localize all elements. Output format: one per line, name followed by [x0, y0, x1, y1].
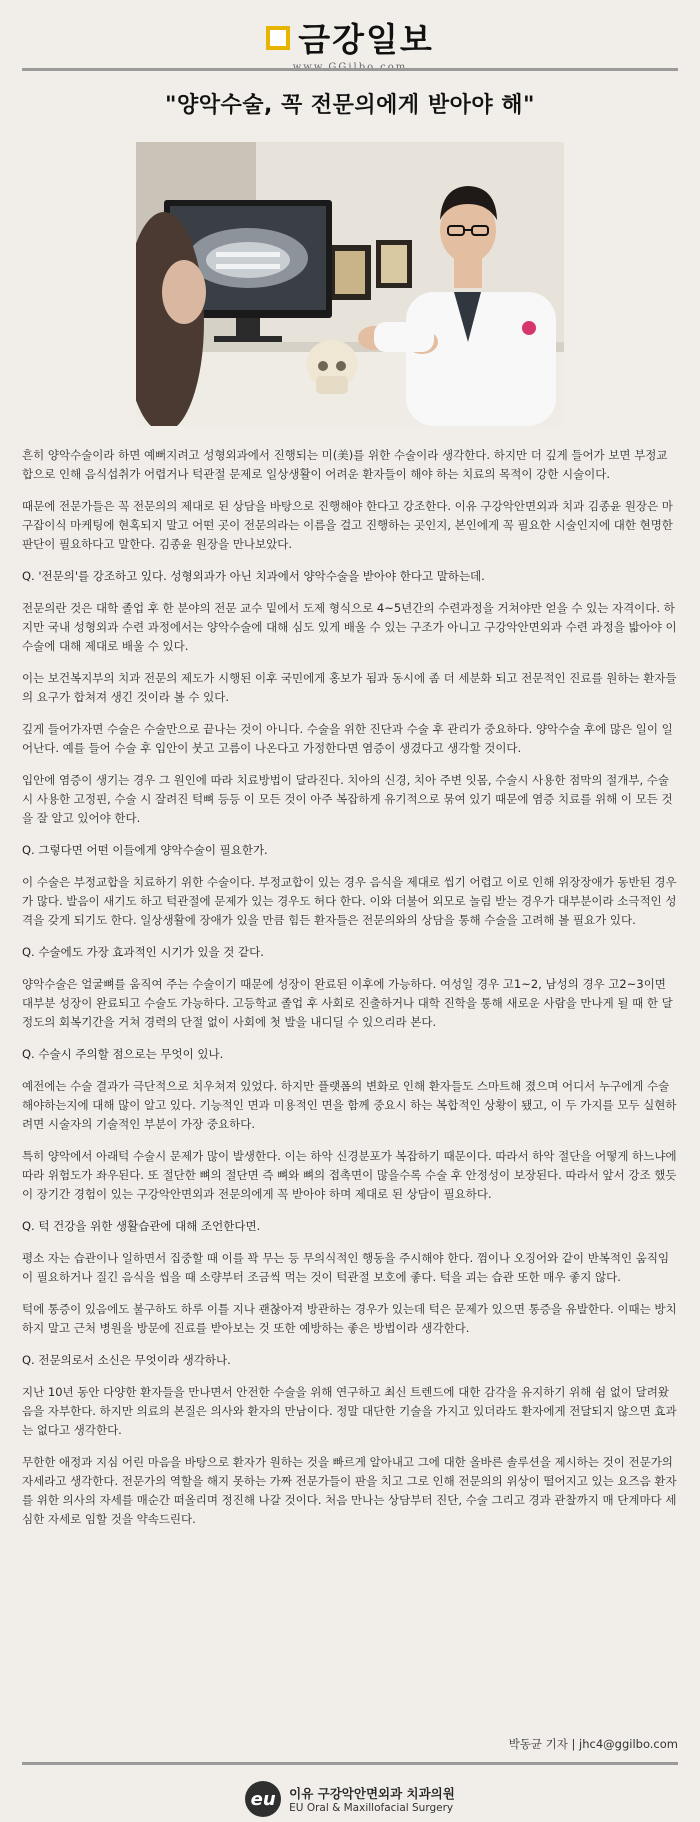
clinic-name-block — [289, 1784, 455, 1814]
bottom-divider — [22, 1762, 678, 1765]
doctor-photo-illustration — [136, 142, 564, 426]
logo-text: 금강일보 — [298, 20, 434, 59]
interview-question: Q. 수술시 주의할 점으로는 무엇이 있나. — [22, 1047, 224, 1061]
interview-question: Q. 수술에도 가장 효과적인 시기가 있을 것 같다. — [22, 945, 264, 959]
interview-question: Q. '전문의'를 강조하고 있다. 성형외과가 아닌 치과에서 양악수술을 받아야 한다고 말하는데. — [22, 569, 485, 583]
interview-question: Q. 전문의로서 소신은 무엇이라 생각하나. — [22, 1353, 231, 1367]
paragraph: 예전에는 수술 결과가 극단적으로 치우쳐져 있었다. 하지만 플랫폼의 변화로 인해 환자들도 스마트해 졌으며 어디서 누구에게 수술해야하는지에 대해 많이 알고 있다. 기능적인 면과 미용적인 면을 함께 중요시 하는 복합적인 상황이 됐고, 이 두 가지를 모두 실현하려면 시술자의 기술적인 부분이 가장 중요하다. — [22, 1079, 677, 1131]
paragraph: 깊게 들어가자면 수술은 수술만으로 끝나는 것이 아니다. 수술을 위한 진단과 수술 후 관리가 중요하다. 양악수술 후에 많은 일이 일어난다. 예를 들어 수술 후 입안이 붓고 고름이 나온다고 가정한다면 염증이 생겼다고 생각할 것이다. — [22, 722, 673, 755]
clinic-name: 이유 구강악안면외과 치과의원 — [289, 1786, 455, 1801]
clinic-footer — [0, 1781, 700, 1817]
paragraph: 때문에 전문가들은 꼭 전문의의 제대로 된 상담을 바탕으로 진행해야 한다고 강조한다. 이유 구강악안면외과 치과 김종윤 원장은 마구잡이식 마케팅에 현혹되지 말고 어떤 곳이 전문의라는 이름을 걸고 진행하는 곳인지, 본인에게 꼭 필요한 시술인지에 대한 현명한 판단이 필요하다고 말한다. 김종윤 원장을 만나보았다. — [22, 499, 673, 551]
article-body — [22, 446, 678, 1542]
logo-square-icon — [266, 26, 290, 50]
paragraph: 양악수술은 얼굴뼈를 움직여 주는 수술이기 때문에 성장이 완료된 이후에 가능하다. 여성일 경우 고1~2, 남성의 경우 고2~3이면 대부분 성장이 완료되고 수술도 가능하다. 고등학교 졸업 후 사회로 진출하거나 대학 진학을 통해 새로운 사람을 만나게 될 때 한 달 정도의 회복기간을 거쳐 경력의 단절 없이 사회에 첫 발을 내디딜 수 있으리라 본다. — [22, 977, 673, 1029]
paragraph: 이는 보건복지부의 치과 전문의 제도가 시행된 이후 국민에게 홍보가 됨과 동시에 좀 더 세분화 되고 전문적인 진료를 원하는 환자들의 요구가 합쳐져 생긴 것이라 볼 수 있다. — [22, 671, 677, 704]
paragraph: 흔히 양악수술이라 하면 예뻐지려고 성형외과에서 진행되는 미(美)를 위한 수술이라 생각한다. 하지만 더 깊게 들어가 보면 부정교합으로 인해 음식섭취가 어렵거나 턱관절 문제로 일상생활이 어려운 환자들이 해야 하는 치료의 목적이 강한 시술이다. — [22, 448, 668, 481]
interview-question: Q. 턱 건강을 위한 생활습관에 대해 조언한다면. — [22, 1219, 261, 1233]
paragraph: 지난 10년 동안 다양한 환자들을 만나면서 안전한 수술을 위해 연구하고 최신 트렌드에 대한 감각을 유지하기 위해 쉼 없이 달려왔음을 자부한다. 하지만 의료의 본질은 의사와 환자의 만남이다. 정말 대단한 기술을 가지고 있더라도 환자에게 전달되지 않으면 효과는 없다고 생각한다. — [22, 1385, 677, 1437]
clinic-name-english: EU Oral & Maxillofacial Surgery — [289, 1802, 454, 1814]
article-photo — [136, 142, 564, 426]
paragraph: 턱에 통증이 있음에도 불구하도 하루 이틀 지나 괜찮아져 방관하는 경우가 있는데 턱은 문제가 있으면 통증을 유발한다. 이때는 방치하지 말고 근처 병원을 방문에 진료를 받아보는 것 또한 예방하는 좋은 방법이라 생각한다. — [22, 1302, 677, 1335]
paragraph: 무한한 애정과 지심 어린 마음을 바탕으로 환자가 원하는 것을 빠르게 알아내고 그에 대한 올바른 솔루션을 제시하는 것이 전문가의 자세라고 생각한다. 전문가의 역할을 해지 못하는 가짜 전문가들이 판을 치고 그로 인해 전문의의 위상이 떨어지고 있는 요즈음 환자를 위한 의사의 자세를 매순간 떠올리며 정진해 나갈 것이다. 처음 만나는 상담부터 진단, 수술 그리고 경과 관찰까지 매 단계마다 세심한 자세로 임할 것을 약속드린다. — [22, 1455, 677, 1526]
paragraph: 전문의란 것은 대학 졸업 후 한 분야의 전문 교수 밑에서 도제 형식으로 4~5년간의 수련과정을 거쳐야만 얻을 수 있는 자격이다. 하지만 국내 성형외과 수련 과정에서는 양악수술에 대해 심도 있게 배울 수 있는 구조가 아니고 구강악안면외과 수련 과정을 밟아야 이 수술에 대해 제대로 배울 수 있다. — [22, 601, 677, 653]
paragraph: 입안에 염증이 생기는 경우 그 원인에 따라 치료방법이 달라진다. 치아의 신경, 치아 주변 잇몸, 수술시 사용한 점막의 절개부, 수술시 사용한 고정핀, 수술 시 잘려진 턱뼈 등등 이 모든 것이 아주 복잡하게 유기적으로 묶여 있기 때문에 염증 치료를 위해 이 모든 것을 잘 알고 있어야 한다. — [22, 773, 673, 825]
top-divider — [22, 68, 678, 71]
newspaper-logo — [266, 14, 434, 61]
byline: 박동균 기자 | jhc4@ggilbo.com — [508, 1737, 678, 1751]
masthead — [0, 14, 700, 73]
article-headline: "양악수술, 꼭 전문의에게 받아야 해" — [165, 93, 535, 118]
interview-question: Q. 그렇다면 어떤 이들에게 양악수술이 필요한가. — [22, 843, 268, 857]
paragraph: 이 수술은 부정교합을 치료하기 위한 수술이다. 부정교합이 있는 경우 음식을 제대로 씹기 어렵고 이로 인해 위장장애가 동반된 경우가 많다. 발음이 새기도 하고 턱관절에 문제가 있는 경우도 허다 한다. 이와 더불어 외모로 놀림 받는 경우가 대부분이라 소극적인 성격을 갖게 되기도 한다. 일상생활에 장애가 있을 만큼 힘든 환자들은 전문의와의 상담을 통해 수술을 고려해 볼 필요가 있다. — [22, 875, 677, 927]
paragraph: 평소 자는 습관이나 일하면서 집중할 때 이를 꽉 무는 등 무의식적인 행동을 주시해야 한다. 껌이나 오징어와 같이 반복적인 움직임이 필요하거나 질긴 음식을 씹을 때 소량부터 조금씩 먹는 것이 턱관절 보호에 좋다. 턱을 괴는 습관 또한 매우 좋지 않다. — [22, 1251, 670, 1284]
clinic-logo-icon: eu — [245, 1781, 281, 1817]
paragraph: 특히 양악에서 아래턱 수술시 문제가 많이 발생한다. 이는 하악 신경분포가 복잡하기 때문이다. 따라서 하악 절단을 어떻게 하느냐에 따라 위험도가 좌우된다. 또 절단한 뼈의 절단면 즉 뼈와 뼈의 접촉면이 많을수록 수술 후 안정성이 보장된다. 따라서 앞서 강조 했듯이 장기간 경험이 있는 구강악안면외과 전문의에게 꼭 받아야 하며 제대로 된 상담이 필요하다. — [22, 1149, 677, 1201]
